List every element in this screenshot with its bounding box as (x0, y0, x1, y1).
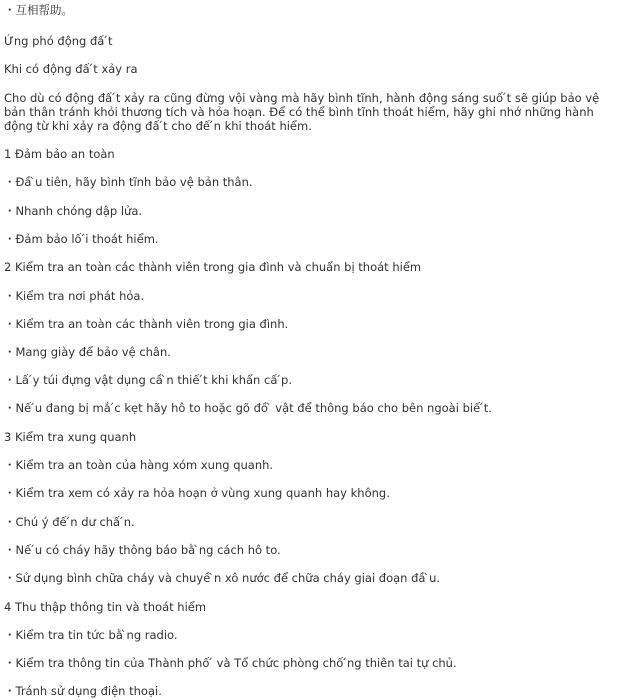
list-item: ・Đảm bảo lố ́i thoát hiểm. (4, 232, 159, 246)
list-item: ・Tránh sử dụng điện thoại. (4, 684, 162, 698)
list-item: ・Nế ́u có cháy hãy thông báo bằ ̀ng cách hô to. (4, 543, 281, 557)
page-subtitle: Khi có động đấ ́t xảy ra (4, 62, 138, 76)
section-heading: 2 Kiểm tra an toàn các thành viên trong gia đình và chuẩn bị thoát hiểm (4, 260, 422, 274)
page-title: Ứng phó động đấ ́t (4, 34, 113, 48)
intro-paragraph: Cho dù có động đấ ́t xảy ra cũng đừng vội vàng mà hãy bình tĩnh, hành động sáng suố ́t sẽ giúp bảo vệ bản thân tránh khỏi thương tích và hỏa hoạn. Để có thể bình tĩnh thoát hiểm, hãy ghi nhớ những hành động từ khi xảy ra động đấ ́t cho đế ́n khi thoát hiểm. (4, 91, 600, 133)
list-item: ・Nế ́u đang bị mắ ́c kẹt hãy hô to hoặc gõ đồ ̀ vật để thông báo cho bên ngoài biế ́t. (4, 401, 492, 415)
tagline: ・互相帮助。 (4, 3, 73, 17)
list-item: ・Kiểm tra an toàn các thành viên trong gia đình. (4, 317, 289, 331)
list-item: ・Sử dụng bình chữa cháy và chuyề ̀n xô nước để chữa cháy giai đoạn đầ ̀u. (4, 571, 441, 585)
list-item: ・Mang giày để bảo vệ chân. (4, 345, 171, 359)
list-item: ・Kiểm tra an toàn của hàng xóm xung quanh. (4, 458, 274, 472)
list-item: ・Kiểm tra thông tin của Thành phố ́ và Tổ chức phòng chố ́ng thiên tai tự chủ. (4, 656, 457, 670)
list-item: ・Nhanh chóng dập lửa. (4, 204, 143, 218)
list-item: ・Kiểm tra nơi phát hỏa. (4, 289, 145, 303)
section-heading: 4 Thu thập thông tin và thoát hiểm (4, 600, 207, 614)
list-item: ・Kiểm tra tin tức bằ ̀ng radio. (4, 628, 178, 642)
section-heading: 1 Đảm bảo an toàn (4, 147, 115, 161)
list-item: ・Lấ ́y túi đựng vật dụng cầ ̀n thiế ́t khi khẩn cấ ́p. (4, 373, 292, 387)
list-item: ・Đầ ̀u tiên, hãy bình tĩnh bảo vệ bản thân. (4, 175, 253, 189)
section-heading: 3 Kiểm tra xung quanh (4, 430, 137, 444)
list-item: ・Kiểm tra xem có xảy ra hỏa hoạn ở vùng xung quanh hay không. (4, 486, 390, 500)
list-item: ・Chú ý đế ́n dư chấ ́n. (4, 515, 135, 529)
